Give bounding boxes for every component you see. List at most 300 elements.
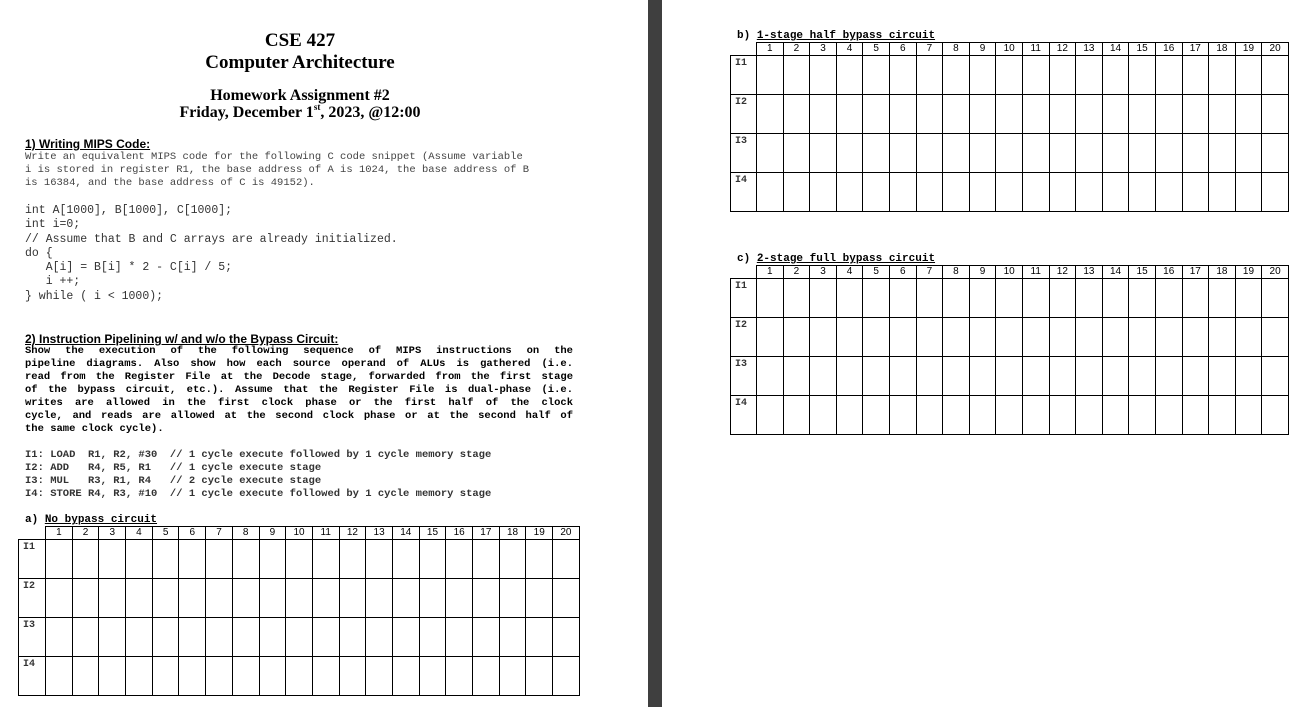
pipeline-cell[interactable] (72, 579, 99, 618)
cycle-header: 5 (863, 43, 890, 56)
pipeline-cell[interactable] (1155, 134, 1182, 173)
pipeline-cell[interactable] (152, 540, 179, 579)
pipeline-cell[interactable] (392, 657, 419, 696)
pipeline-cell[interactable] (1182, 279, 1209, 318)
pipeline-cell[interactable] (1022, 56, 1049, 95)
pipeline-cell[interactable] (1129, 95, 1156, 134)
pipeline-cell[interactable] (366, 657, 393, 696)
pipeline-cell[interactable] (46, 657, 73, 696)
pipeline-cell[interactable] (1129, 173, 1156, 212)
pipeline-cell[interactable] (1049, 396, 1076, 435)
pipeline-cell[interactable] (419, 579, 446, 618)
pipeline-cell[interactable] (836, 396, 863, 435)
cycle-header: 10 (996, 266, 1023, 279)
pipeline-cell[interactable] (1235, 56, 1262, 95)
pipeline-cell[interactable] (259, 579, 286, 618)
pipeline-cell[interactable] (126, 540, 153, 579)
pipeline-cell[interactable] (1129, 318, 1156, 357)
pipeline-cell[interactable] (232, 579, 259, 618)
pipeline-cell[interactable] (499, 579, 526, 618)
pipeline-cell[interactable] (392, 579, 419, 618)
pipeline-cell[interactable] (1262, 279, 1289, 318)
pipeline-cell[interactable] (1129, 56, 1156, 95)
pipeline-cell[interactable] (969, 279, 996, 318)
pipeline-cell[interactable] (1235, 357, 1262, 396)
pipeline-cell[interactable] (1209, 173, 1236, 212)
pipeline-cell[interactable] (286, 657, 313, 696)
pipeline-cell[interactable] (757, 173, 784, 212)
pipeline-cell[interactable] (757, 279, 784, 318)
pipeline-cell[interactable] (366, 618, 393, 657)
pipeline-cell[interactable] (1235, 318, 1262, 357)
pipeline-cell[interactable] (312, 540, 339, 579)
pipeline-cell[interactable] (1102, 56, 1129, 95)
pipeline-cell[interactable] (1022, 134, 1049, 173)
pipeline-cell[interactable] (1102, 318, 1129, 357)
pipeline-cell[interactable] (1155, 357, 1182, 396)
pipeline-cell[interactable] (863, 318, 890, 357)
pipeline-cell[interactable] (863, 173, 890, 212)
pipeline-cell[interactable] (232, 618, 259, 657)
pipeline-cell[interactable] (1262, 396, 1289, 435)
pipeline-cell[interactable] (419, 540, 446, 579)
pipeline-cell[interactable] (1102, 134, 1129, 173)
pipeline-cell[interactable] (1129, 357, 1156, 396)
instruction-label: I2 (19, 579, 46, 618)
cycle-header: 7 (916, 43, 943, 56)
pipeline-cell[interactable] (1049, 318, 1076, 357)
pipeline-cell[interactable] (1155, 318, 1182, 357)
pipeline-cell[interactable] (996, 56, 1023, 95)
pipeline-cell[interactable] (259, 657, 286, 696)
pipeline-cell[interactable] (757, 95, 784, 134)
pipeline-cell[interactable] (179, 657, 206, 696)
pipeline-cell[interactable] (339, 579, 366, 618)
pipeline-cell[interactable] (72, 657, 99, 696)
pipeline-cell[interactable] (1262, 173, 1289, 212)
pipeline-cell[interactable] (836, 318, 863, 357)
pipeline-cell[interactable] (1076, 396, 1103, 435)
pipeline-cell[interactable] (366, 579, 393, 618)
instruction-row (731, 95, 1289, 134)
cycle-header: 18 (1209, 43, 1236, 56)
pipeline-cell[interactable] (179, 540, 206, 579)
pipeline-cell[interactable] (783, 279, 810, 318)
pipeline-cell[interactable] (312, 657, 339, 696)
pipeline-cell[interactable] (863, 56, 890, 95)
instruction-label: I1 (19, 540, 46, 579)
cycle-header: 9 (969, 266, 996, 279)
pipeline-cell[interactable] (1102, 279, 1129, 318)
pipeline-cell[interactable] (1102, 357, 1129, 396)
pipeline-cell[interactable] (889, 279, 916, 318)
cycle-header: 9 (969, 43, 996, 56)
pipeline-cell[interactable] (1155, 396, 1182, 435)
pipeline-cell[interactable] (1182, 396, 1209, 435)
pipeline-cell[interactable] (1049, 357, 1076, 396)
pipeline-cell[interactable] (473, 540, 500, 579)
pipeline-cell[interactable] (366, 540, 393, 579)
pipeline-cell[interactable] (1049, 279, 1076, 318)
pipeline-cell[interactable] (863, 396, 890, 435)
pipeline-cell[interactable] (99, 579, 126, 618)
pipeline-cell[interactable] (392, 540, 419, 579)
cycle-header: 12 (1049, 266, 1076, 279)
pipeline-cell[interactable] (312, 579, 339, 618)
pipeline-cell[interactable] (1076, 279, 1103, 318)
cycle-header: 20 (553, 527, 580, 540)
pipeline-cell[interactable] (1182, 95, 1209, 134)
pipeline-cell[interactable] (1049, 56, 1076, 95)
pipeline-cell[interactable] (810, 56, 837, 95)
pipeline-cell[interactable] (889, 396, 916, 435)
pipeline-cell[interactable] (499, 540, 526, 579)
pipeline-cell[interactable] (836, 279, 863, 318)
pipeline-cell[interactable] (943, 357, 970, 396)
cycle-header: 4 (836, 43, 863, 56)
pipeline-cell[interactable] (783, 318, 810, 357)
pipeline-cell[interactable] (943, 396, 970, 435)
instruction-label: I3 (19, 618, 46, 657)
pipeline-cell[interactable] (1076, 357, 1103, 396)
pipeline-cell[interactable] (1155, 279, 1182, 318)
pipeline-cell[interactable] (1102, 173, 1129, 212)
pipeline-cell[interactable] (126, 618, 153, 657)
pipeline-cell[interactable] (99, 657, 126, 696)
pipeline-table-no-bypass (18, 526, 580, 696)
pipeline-cell[interactable] (1155, 95, 1182, 134)
pipeline-cell[interactable] (1022, 173, 1049, 212)
pipeline-cell[interactable] (1049, 95, 1076, 134)
cycle-header: 15 (1129, 266, 1156, 279)
pipeline-cell[interactable] (916, 396, 943, 435)
pipeline-cell[interactable] (1049, 173, 1076, 212)
pipeline-cell[interactable] (473, 618, 500, 657)
pipeline-cell[interactable] (1235, 173, 1262, 212)
pipeline-cell[interactable] (1262, 95, 1289, 134)
cycle-header: 4 (126, 527, 153, 540)
pipeline-cell[interactable] (757, 56, 784, 95)
pipeline-cell[interactable] (1209, 396, 1236, 435)
instruction-row (19, 540, 580, 579)
instruction-label: I1 (731, 279, 757, 318)
pipeline-cell[interactable] (810, 95, 837, 134)
pipeline-cell[interactable] (1209, 95, 1236, 134)
pipeline-cell[interactable] (1076, 318, 1103, 357)
question-1-description: Write an equivalent MIPS code for the following C code snippet (Assume variable i is stored in register R1, the base address of A is 1024, the base address of B is 16384, and the base address of C is 49152). (25, 151, 530, 189)
pipeline-cell[interactable] (446, 618, 473, 657)
pipeline-cell[interactable] (46, 579, 73, 618)
pipeline-cell[interactable] (969, 56, 996, 95)
pipeline-cell[interactable] (810, 279, 837, 318)
pipeline-cell[interactable] (259, 618, 286, 657)
pipeline-cell[interactable] (152, 657, 179, 696)
pipeline-cell[interactable] (1076, 95, 1103, 134)
pipeline-cell[interactable] (312, 618, 339, 657)
pipeline-cell[interactable] (1209, 357, 1236, 396)
pipeline-cell[interactable] (286, 618, 313, 657)
pipeline-cell[interactable] (1022, 279, 1049, 318)
table-b-caption: b) 1-stage half bypass circuit (737, 30, 936, 42)
table-c-caption: c) 2-stage full bypass circuit (737, 253, 936, 265)
cycle-header: 12 (339, 527, 366, 540)
pipeline-cell[interactable] (996, 134, 1023, 173)
cycle-header: 2 (783, 266, 810, 279)
pipeline-cell[interactable] (206, 657, 233, 696)
pipeline-cell[interactable] (996, 318, 1023, 357)
pipeline-cell[interactable] (996, 396, 1023, 435)
pipeline-cell[interactable] (996, 95, 1023, 134)
pipeline-cell[interactable] (916, 95, 943, 134)
pipeline-cell[interactable] (916, 279, 943, 318)
pipeline-cell[interactable] (757, 396, 784, 435)
instruction-label: I3 (731, 134, 757, 173)
pipeline-cell[interactable] (206, 579, 233, 618)
cycle-header: 8 (943, 266, 970, 279)
pipeline-cell[interactable] (810, 318, 837, 357)
pipeline-cell[interactable] (889, 134, 916, 173)
pipeline-cell[interactable] (1182, 357, 1209, 396)
pipeline-cell[interactable] (46, 540, 73, 579)
pipeline-cell[interactable] (1076, 173, 1103, 212)
pipeline-cell[interactable] (1102, 396, 1129, 435)
instruction-row (731, 318, 1289, 357)
pipeline-cell[interactable] (943, 279, 970, 318)
pipeline-cell[interactable] (996, 173, 1023, 212)
pipeline-cell[interactable] (1235, 95, 1262, 134)
cycle-header: 3 (99, 527, 126, 540)
pipeline-cell[interactable] (206, 618, 233, 657)
pipeline-cell[interactable] (419, 618, 446, 657)
cycle-header: 7 (916, 266, 943, 279)
pipeline-cell[interactable] (1182, 318, 1209, 357)
cycle-header: 16 (1155, 266, 1182, 279)
pipeline-cell[interactable] (889, 318, 916, 357)
instruction-row (731, 357, 1289, 396)
pipeline-cell[interactable] (473, 579, 500, 618)
instruction-sequence: I1: LOAD R1, R2, #30 // 1 cycle execute followed by 1 cycle memory stage I2: ADD R4, R5, R1 // 1 cycle execute stage I3: MUL R3, R1, R4 // 2 cycle execute stage I4: STORE R4, R3, #10 // 1 cycle execute followed by 1 cycle memory stage (25, 449, 492, 500)
pipeline-cell[interactable] (553, 540, 580, 579)
pipeline-cell[interactable] (126, 579, 153, 618)
pipeline-cell[interactable] (1182, 56, 1209, 95)
pipeline-cell[interactable] (916, 173, 943, 212)
pipeline-cell[interactable] (152, 618, 179, 657)
pipeline-cell[interactable] (1262, 318, 1289, 357)
pipeline-cell[interactable] (99, 540, 126, 579)
pipeline-cell[interactable] (499, 657, 526, 696)
pipeline-cell[interactable] (916, 357, 943, 396)
pipeline-cell[interactable] (1129, 396, 1156, 435)
pipeline-cell[interactable] (446, 540, 473, 579)
pipeline-cell[interactable] (836, 134, 863, 173)
pipeline-cell[interactable] (757, 318, 784, 357)
pipeline-cell[interactable] (1209, 279, 1236, 318)
pipeline-cell[interactable] (943, 95, 970, 134)
c-code-snippet: int A[1000], B[1000], C[1000]; int i=0; // Assume that B and C arrays are already initialized. do { A[i] = B[i] * 2 - C[i] / 5; i ++; } while ( i < 1000); (25, 204, 398, 303)
pipeline-table-half-bypass (730, 42, 1289, 212)
pipeline-cell[interactable] (943, 134, 970, 173)
pipeline-cell[interactable] (1209, 318, 1236, 357)
cycle-header: 2 (783, 43, 810, 56)
pipeline-cell[interactable] (969, 173, 996, 212)
pipeline-cell[interactable] (286, 540, 313, 579)
pipeline-cell[interactable] (783, 56, 810, 95)
question-1-heading: 1) Writing MIPS Code: (25, 137, 151, 151)
pipeline-cell[interactable] (1235, 134, 1262, 173)
pipeline-cell[interactable] (863, 357, 890, 396)
pipeline-cell[interactable] (526, 618, 553, 657)
pipeline-cell[interactable] (810, 173, 837, 212)
pipeline-cell[interactable] (553, 657, 580, 696)
pipeline-cell[interactable] (526, 657, 553, 696)
pipeline-cell[interactable] (916, 56, 943, 95)
instruction-label: I4 (731, 173, 757, 212)
pipeline-cell[interactable] (969, 357, 996, 396)
pipeline-cell[interactable] (889, 56, 916, 95)
cycle-header: 17 (1182, 43, 1209, 56)
pipeline-cell[interactable] (179, 579, 206, 618)
cycle-header: 3 (810, 266, 837, 279)
pipeline-cell[interactable] (810, 396, 837, 435)
pipeline-cell[interactable] (1022, 357, 1049, 396)
pipeline-cell[interactable] (863, 134, 890, 173)
pipeline-cell[interactable] (1262, 357, 1289, 396)
course-name: Computer Architecture (205, 52, 395, 73)
cycle-header: 11 (1022, 266, 1049, 279)
pipeline-cell[interactable] (553, 618, 580, 657)
pipeline-cell[interactable] (339, 657, 366, 696)
pipeline-cell[interactable] (72, 540, 99, 579)
pipeline-cell[interactable] (996, 357, 1023, 396)
pipeline-cell[interactable] (499, 618, 526, 657)
pipeline-cell[interactable] (757, 357, 784, 396)
pipeline-cell[interactable] (1102, 95, 1129, 134)
pipeline-cell[interactable] (232, 540, 259, 579)
pipeline-cell[interactable] (419, 657, 446, 696)
pipeline-cell[interactable] (889, 173, 916, 212)
pipeline-cell[interactable] (72, 618, 99, 657)
pipeline-cell[interactable] (943, 173, 970, 212)
cycle-header: 8 (232, 527, 259, 540)
pipeline-cell[interactable] (1182, 173, 1209, 212)
pipeline-cell[interactable] (179, 618, 206, 657)
pipeline-cell[interactable] (943, 56, 970, 95)
pipeline-cell[interactable] (783, 134, 810, 173)
pipeline-cell[interactable] (810, 357, 837, 396)
pipeline-cell[interactable] (99, 618, 126, 657)
pipeline-cell[interactable] (1022, 95, 1049, 134)
pipeline-cell[interactable] (757, 134, 784, 173)
cycle-header: 8 (943, 43, 970, 56)
pipeline-cell[interactable] (1022, 396, 1049, 435)
cycle-header: 1 (46, 527, 73, 540)
pipeline-cell[interactable] (996, 279, 1023, 318)
pipeline-cell[interactable] (889, 357, 916, 396)
pipeline-cell[interactable] (1129, 279, 1156, 318)
instruction-row (19, 657, 580, 696)
instruction-row (19, 579, 580, 618)
pipeline-cell[interactable] (1209, 56, 1236, 95)
pipeline-cell[interactable] (916, 318, 943, 357)
pipeline-cell[interactable] (836, 173, 863, 212)
pipeline-cell[interactable] (392, 618, 419, 657)
pipeline-cell[interactable] (863, 95, 890, 134)
pipeline-cell[interactable] (1076, 134, 1103, 173)
cycle-header: 13 (1076, 43, 1103, 56)
pipeline-cell[interactable] (969, 396, 996, 435)
instruction-label: I4 (731, 396, 757, 435)
pipeline-cell[interactable] (969, 95, 996, 134)
pipeline-cell[interactable] (473, 657, 500, 696)
pipeline-cell[interactable] (446, 579, 473, 618)
pipeline-cell[interactable] (526, 540, 553, 579)
pipeline-cell[interactable] (969, 318, 996, 357)
pipeline-cell[interactable] (1262, 134, 1289, 173)
pipeline-cell[interactable] (206, 540, 233, 579)
pipeline-cell[interactable] (1235, 396, 1262, 435)
cycle-header: 20 (1262, 43, 1289, 56)
pipeline-cell[interactable] (1262, 56, 1289, 95)
pipeline-cell[interactable] (863, 279, 890, 318)
cycle-header: 4 (836, 266, 863, 279)
pipeline-cell[interactable] (126, 657, 153, 696)
pipeline-cell[interactable] (783, 95, 810, 134)
cycle-header: 14 (1102, 43, 1129, 56)
pipeline-cell[interactable] (916, 134, 943, 173)
due-date: Friday, December 1st, 2023, @12:00 (179, 102, 421, 121)
instruction-label: I1 (731, 56, 757, 95)
pipeline-cell[interactable] (783, 173, 810, 212)
pipeline-cell[interactable] (46, 618, 73, 657)
pipeline-cell[interactable] (1049, 134, 1076, 173)
pipeline-cell[interactable] (810, 134, 837, 173)
pipeline-cell[interactable] (889, 95, 916, 134)
pipeline-cell[interactable] (1209, 134, 1236, 173)
pipeline-cell[interactable] (286, 579, 313, 618)
pipeline-cell[interactable] (1155, 56, 1182, 95)
course-code: CSE 427 (264, 30, 336, 51)
pipeline-cell[interactable] (783, 357, 810, 396)
pipeline-cell[interactable] (152, 579, 179, 618)
pipeline-cell[interactable] (232, 657, 259, 696)
cycle-header: 19 (1235, 266, 1262, 279)
pipeline-cell[interactable] (783, 396, 810, 435)
pipeline-cell[interactable] (1235, 279, 1262, 318)
pipeline-table-full-bypass (730, 265, 1289, 435)
pipeline-cell[interactable] (339, 618, 366, 657)
pipeline-cell[interactable] (836, 56, 863, 95)
pipeline-cell[interactable] (1129, 134, 1156, 173)
pipeline-cell[interactable] (1155, 173, 1182, 212)
pipeline-cell[interactable] (1182, 134, 1209, 173)
pipeline-cell[interactable] (943, 318, 970, 357)
pipeline-cell[interactable] (339, 540, 366, 579)
pipeline-cell[interactable] (1076, 56, 1103, 95)
pipeline-cell[interactable] (969, 134, 996, 173)
pipeline-cell[interactable] (259, 540, 286, 579)
pipeline-cell[interactable] (446, 657, 473, 696)
instruction-row (731, 279, 1289, 318)
pipeline-cell[interactable] (836, 95, 863, 134)
pipeline-cell[interactable] (553, 579, 580, 618)
cycle-header: 18 (499, 527, 526, 540)
pipeline-cell[interactable] (836, 357, 863, 396)
pipeline-cell[interactable] (526, 579, 553, 618)
instruction-label: I2 (731, 318, 757, 357)
pipeline-cell[interactable] (1022, 318, 1049, 357)
cycle-header: 20 (1262, 266, 1289, 279)
assignment-title: Homework Assignment #2 (210, 87, 390, 104)
